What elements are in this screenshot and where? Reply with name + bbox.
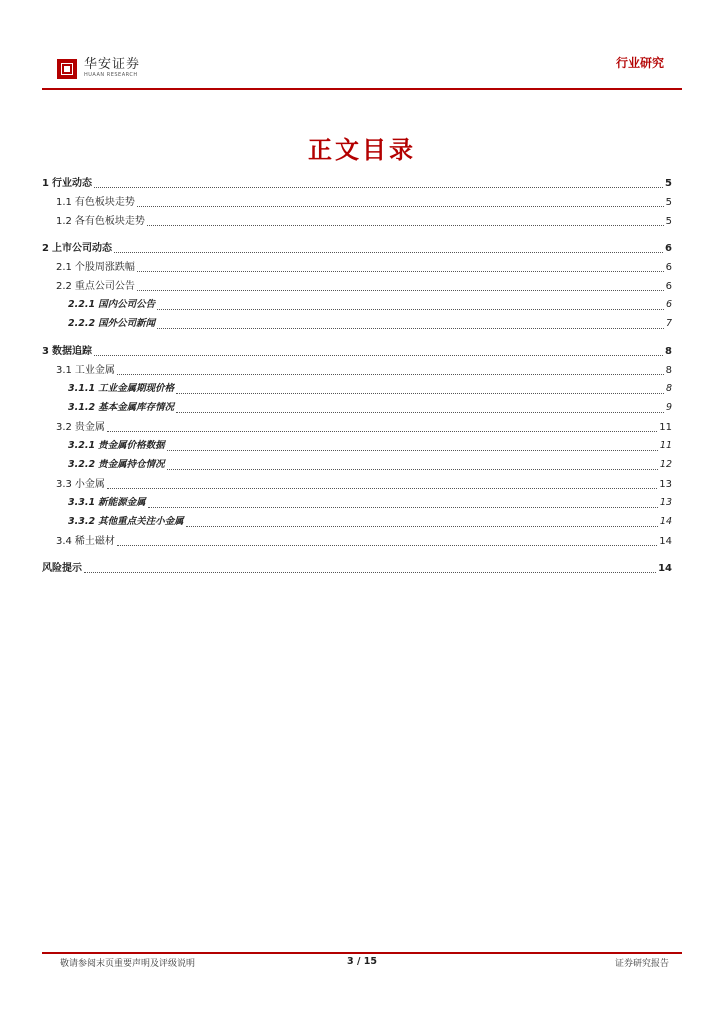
toc-entry-label: 工业金属 [74, 365, 115, 376]
toc-entry-number: 2 [42, 243, 49, 254]
footer-disclaimer: 敬请参阅末页重要声明及评级说明 [60, 959, 196, 969]
toc-dot-leader [176, 411, 664, 413]
toc-entry[interactable] [42, 212, 672, 231]
toc-entry-page: 5 [665, 197, 672, 208]
toc-entry-label: 上市公司动态 [51, 243, 112, 254]
toc-entry-page: 13 [659, 479, 672, 490]
toc-entry-page: 6 [665, 299, 672, 310]
toc-entry[interactable] [42, 315, 672, 334]
toc-entry[interactable] [42, 361, 672, 380]
toc-entry-label: 贵金属价格数据 [98, 440, 165, 451]
toc-dot-leader [117, 544, 657, 546]
toc-dot-leader [186, 525, 658, 527]
toc-entry-number: 3.3 [56, 479, 72, 490]
toc-entry-number: 3.1.2 [68, 402, 96, 413]
toc-entry-page: 5 [665, 216, 672, 227]
toc-entry-page: 6 [665, 262, 672, 273]
toc-dot-leader [137, 205, 664, 207]
toc-entry-page: 6 [665, 243, 672, 254]
toc-entry-page: 9 [665, 402, 672, 413]
toc-dot-leader [137, 289, 664, 291]
toc-entry-number: 2.2 [56, 281, 72, 292]
header-divider [42, 88, 682, 90]
footer-doc-type: 证券研究报告 [614, 959, 669, 969]
toc-entry[interactable] [42, 342, 672, 361]
toc-entry-number: 2.2.2 [68, 318, 96, 329]
toc-entry[interactable] [42, 437, 672, 456]
toc-entry[interactable] [42, 456, 672, 475]
toc-entry[interactable] [42, 193, 672, 212]
toc-entry-page: 8 [665, 346, 672, 357]
toc-entry-page: 8 [665, 365, 672, 376]
toc-entry-label: 贵金属持仓情况 [98, 459, 165, 470]
toc-dot-leader [148, 506, 658, 508]
toc-entry[interactable] [42, 494, 672, 513]
toc-entry-page: 14 [659, 536, 672, 547]
toc-entry[interactable] [42, 513, 672, 532]
toc-dot-leader [157, 308, 664, 310]
toc-entry-number: 2.1 [56, 262, 72, 273]
toc-entry-label: 个股周涨跌幅 [74, 262, 135, 273]
toc-entry-number: 1.1 [56, 197, 72, 208]
toc-entry-number: 3.1.1 [68, 383, 96, 394]
report-type: 行业研究 [615, 56, 664, 70]
toc-entry-number: 1.2 [56, 216, 72, 227]
toc-entry[interactable] [42, 239, 672, 258]
toc-entry-label: 新能源金属 [98, 497, 146, 508]
toc-entry-label: 行业动态 [51, 178, 92, 189]
toc-entry-label: 工业金属期现价格 [98, 383, 175, 394]
toc-entry-page: 11 [659, 422, 672, 433]
toc-dot-leader [147, 224, 664, 226]
toc-entry[interactable] [42, 399, 672, 418]
toc-entry-label: 其他重点关注小金属 [98, 516, 184, 527]
toc-dot-leader [94, 354, 663, 356]
toc-entry-page: 8 [665, 383, 672, 394]
toc-dot-leader [84, 571, 656, 573]
toc-entry[interactable] [42, 380, 672, 399]
toc-entry-label: 国内公司公告 [98, 299, 156, 310]
toc-entry-number: 1 [42, 178, 49, 189]
page-title: 正文目录 [308, 135, 416, 164]
toc-entry[interactable] [42, 296, 672, 315]
logo-subtitle: HUAAN RESEARCH [84, 72, 138, 78]
toc-entry[interactable] [42, 418, 672, 437]
toc-entry-label: 风险提示 [42, 563, 82, 574]
company-logo [57, 58, 140, 79]
toc-dot-leader [94, 186, 663, 188]
toc-dot-leader [107, 487, 657, 489]
toc-dot-leader [114, 251, 663, 253]
toc-entry[interactable] [42, 174, 672, 193]
toc-entry-label: 小金属 [74, 479, 105, 490]
toc-entry-number: 3.2.1 [68, 440, 96, 451]
toc-entry[interactable] [42, 475, 672, 494]
toc-entry-label: 数据追踪 [51, 346, 92, 357]
toc-entry[interactable] [42, 532, 672, 551]
toc-entry-page: 14 [659, 516, 672, 527]
toc-entry-label: 稀土磁材 [74, 536, 115, 547]
toc-entry-number: 3.4 [56, 536, 72, 547]
footer-divider [42, 952, 682, 954]
toc-entry-page: 12 [659, 459, 672, 470]
toc-entry-number: 3.2 [56, 422, 72, 433]
toc-entry[interactable] [42, 559, 672, 578]
toc-entry-label: 国外公司新闻 [98, 318, 156, 329]
toc-entry-label: 重点公司公告 [74, 281, 135, 292]
toc-entry-number: 3.3.1 [68, 497, 96, 508]
toc-entry-page: 14 [658, 563, 672, 574]
logo-seal-icon [57, 59, 77, 79]
toc-entry[interactable] [42, 258, 672, 277]
toc-dot-leader [117, 373, 664, 375]
toc-entry-number: 3 [42, 346, 49, 357]
toc-entry-number: 3.3.2 [68, 516, 96, 527]
toc-entry-label: 有色板块走势 [74, 197, 135, 208]
toc-dot-leader [107, 430, 657, 432]
logo-name: 华安证券 [84, 57, 141, 72]
toc-entry-page: 6 [665, 281, 672, 292]
toc-entry-label: 基本金属库存情况 [98, 402, 175, 413]
toc-entry-page: 13 [659, 497, 672, 508]
toc-entry-number: 2.2.1 [68, 299, 96, 310]
toc-entry-page: 7 [665, 318, 672, 329]
toc-entry-page: 5 [665, 178, 672, 189]
toc-entry-label: 各有色板块走势 [74, 216, 145, 227]
toc-entry-number: 3.1 [56, 365, 72, 376]
table-of-contents [42, 174, 672, 578]
toc-entry-number: 3.2.2 [68, 459, 96, 470]
toc-entry-page: 11 [659, 440, 672, 451]
page-number: 3 / 15 [347, 956, 377, 967]
toc-dot-leader [137, 270, 664, 272]
toc-dot-leader [176, 392, 664, 394]
toc-dot-leader [167, 468, 658, 470]
toc-entry[interactable] [42, 277, 672, 296]
toc-dot-leader [167, 449, 658, 451]
toc-entry-label: 贵金属 [74, 422, 105, 433]
toc-dot-leader [157, 327, 664, 329]
